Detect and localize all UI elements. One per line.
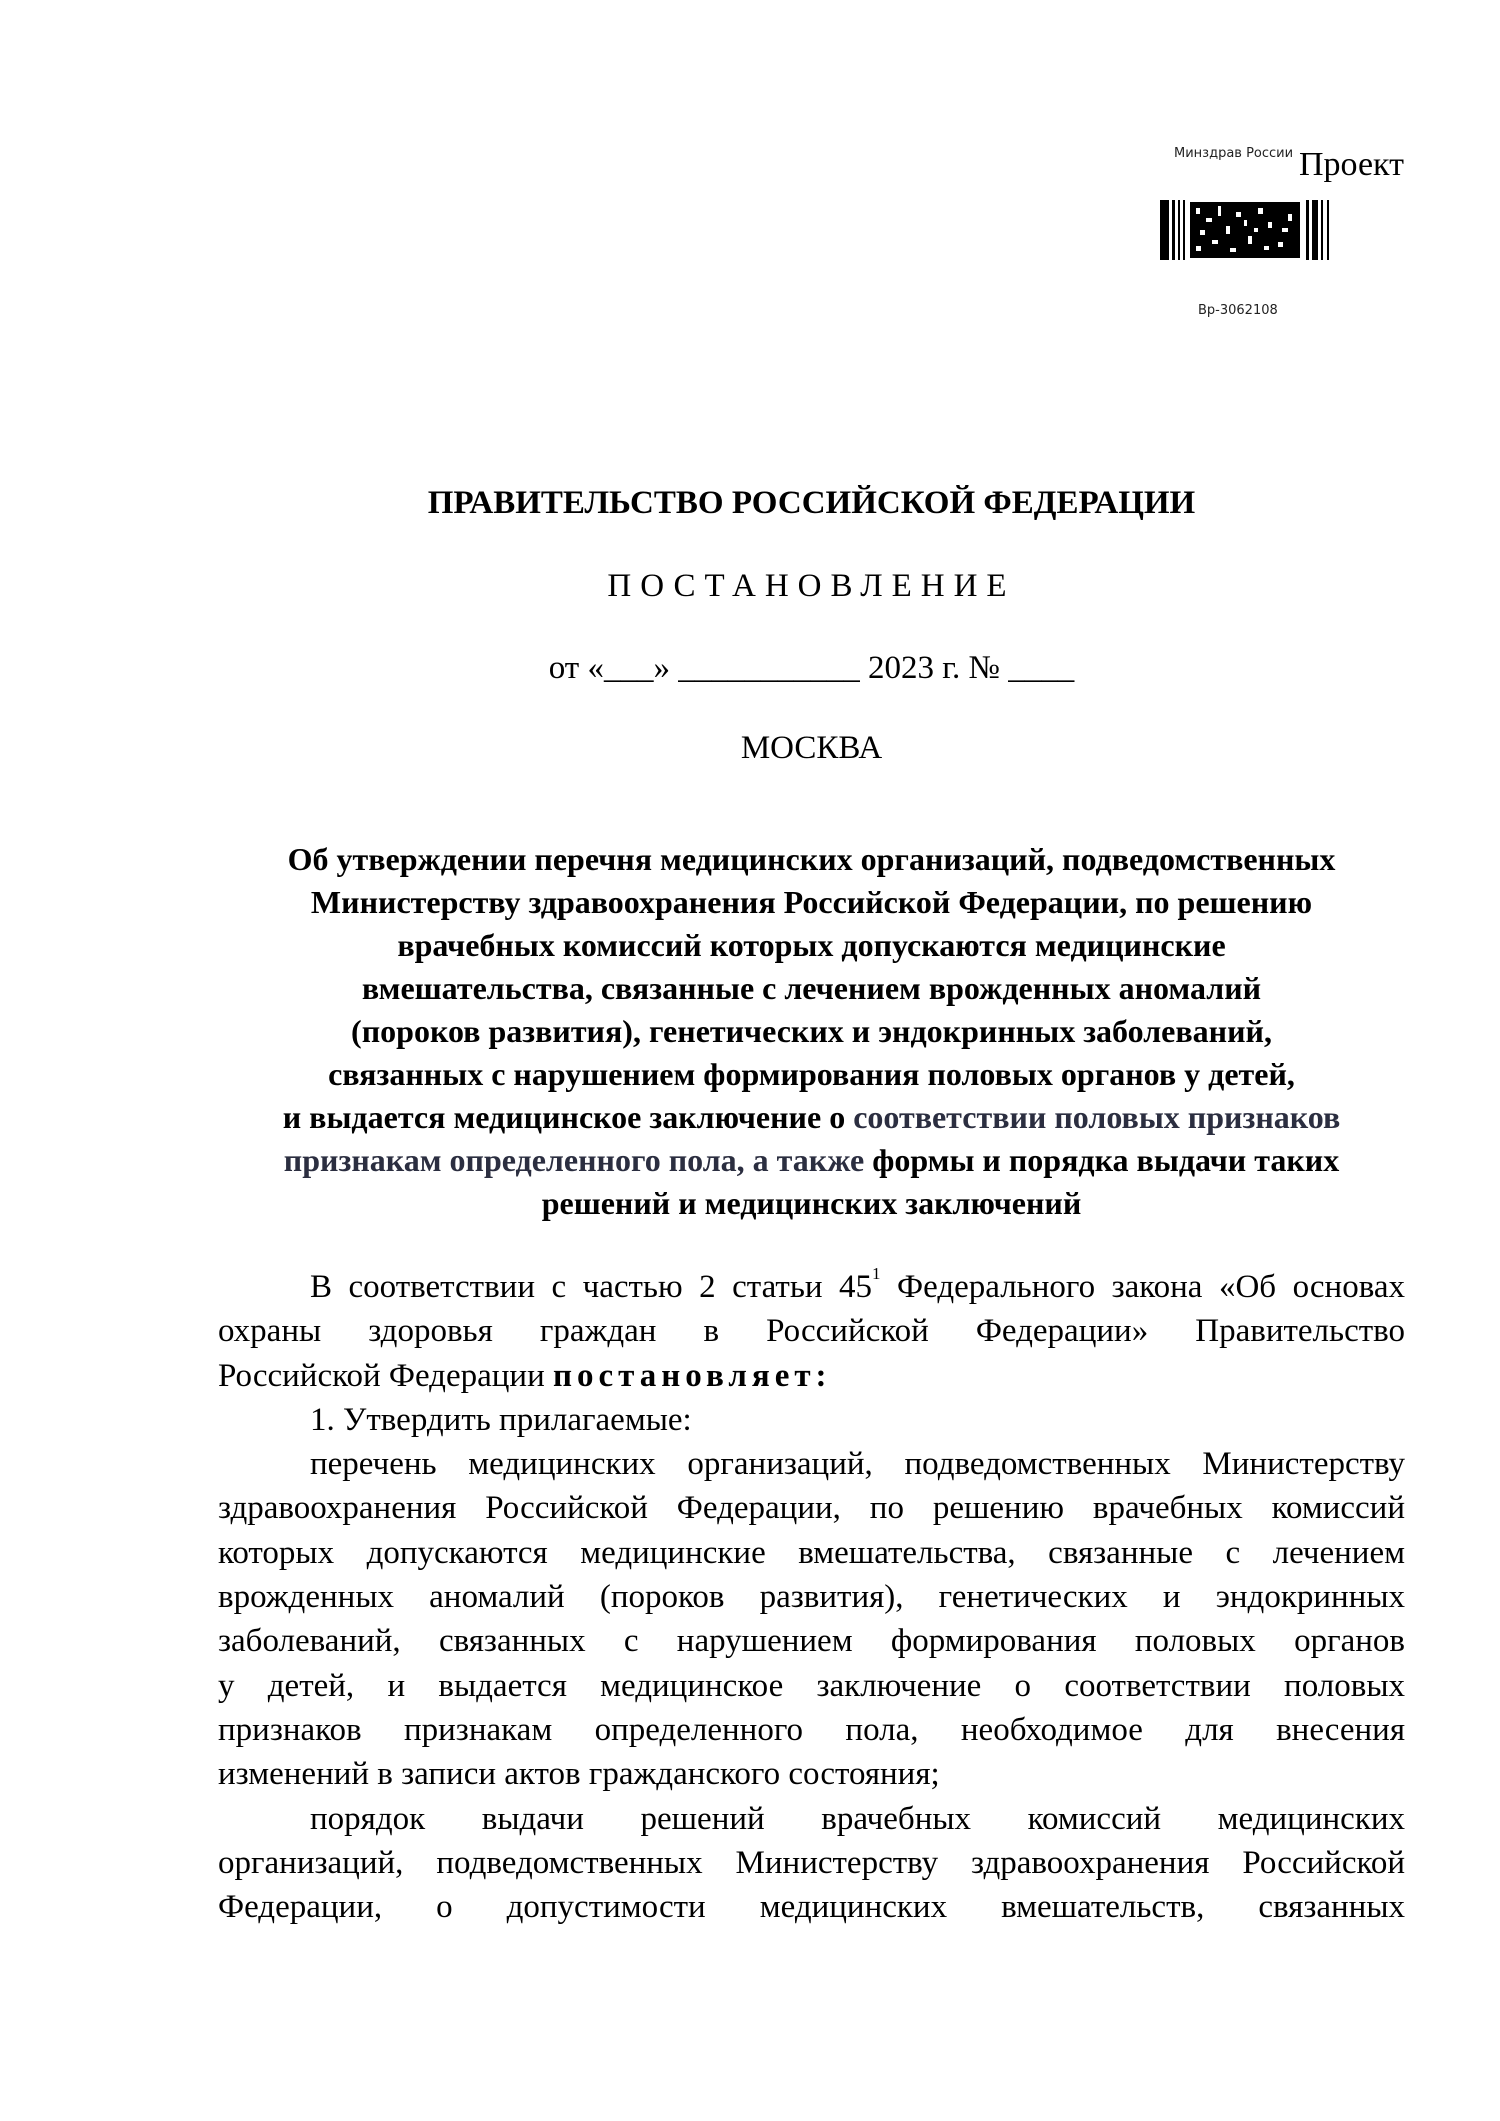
document-type: ПОСТАНОВЛЕНИЕ xyxy=(607,568,1016,604)
heading-line: Об утверждении перечня медицинских организаций, подведомственных xyxy=(287,841,1336,877)
heading-highlighted-text: признакам определенного пола, а также xyxy=(283,1142,873,1178)
heading-line: вмешательства, связанные с лечением врожденных аномалий xyxy=(361,970,1262,1006)
body-line: 1. Утвердить прилагаемые: xyxy=(310,1401,692,1438)
heading-line: решений и медицинских заключений xyxy=(541,1185,1082,1221)
body-line: организаций, подведомственных Министерству здравоохранения Российской xyxy=(218,1844,1405,1881)
draft-label: Проект xyxy=(1299,146,1404,183)
body-text: В соответствии с частью 2 статьи 45 xyxy=(310,1269,873,1305)
body-line: врожденных аномалий (пороков развития), генетических и эндокринных xyxy=(218,1579,1405,1616)
body-line: Федерации, о допустимости медицинских вмешательств, связанных xyxy=(218,1889,1405,1926)
heading-line xyxy=(218,1139,1405,1182)
body-line: охраны здоровья граждан в Российской Федерации» Правительство xyxy=(218,1313,1405,1350)
document-body xyxy=(218,1265,1405,1929)
stamp-organization: Минздрав России xyxy=(1174,146,1294,161)
body-line: перечень медицинских организаций, подведомственных Министерству xyxy=(310,1446,1405,1483)
body-line: порядок выдачи решений врачебных комиссий медицинских xyxy=(310,1800,1405,1837)
body-text: Российской Федерации xyxy=(218,1357,553,1394)
body-line: признаков признакам определенного пола, необходимое для внесения xyxy=(218,1711,1405,1748)
document-heading xyxy=(218,838,1405,1225)
body-line xyxy=(218,1354,1405,1398)
heading-line: связанных с нарушением формирования половых органов у детей, xyxy=(328,1056,1295,1092)
body-line: изменений в записи актов гражданского состояния; xyxy=(218,1756,940,1793)
resolution-keyword: постановляет: xyxy=(552,1357,832,1394)
body-line: у детей, и выдается медицинское заключение о соответствии половых xyxy=(218,1667,1405,1704)
heading-line: (пороков развития), генетических и эндокринных заболеваний, xyxy=(351,1013,1272,1049)
heading-text: формы и порядка выдачи таких xyxy=(872,1142,1340,1178)
barcode-icon xyxy=(1160,200,1360,260)
city: МОСКВА xyxy=(740,730,883,766)
heading-text: и выдается медицинское заключение о xyxy=(282,1099,854,1135)
heading-line: врачебных комиссий которых допускаются медицинские xyxy=(397,927,1226,963)
heading-line: Министерству здравоохранения Российской Федерации, по решению xyxy=(310,884,1313,920)
body-line: здравоохранения Российской Федерации, по решению врачебных комиссий xyxy=(218,1490,1405,1527)
date-line: от «___» ___________ 2023 г. № ____ xyxy=(548,650,1075,686)
stamp-number: Вр-3062108 xyxy=(1198,303,1278,318)
heading-highlighted-text: соответствии половых признаков xyxy=(853,1099,1341,1135)
document-issuer: ПРАВИТЕЛЬСТВО РОССИЙСКОЙ ФЕДЕРАЦИИ xyxy=(427,485,1196,521)
heading-line xyxy=(218,1096,1405,1139)
footnote-superscript: 1 xyxy=(872,1264,881,1283)
body-text: Федерального закона «Об основах xyxy=(880,1269,1405,1305)
body-line xyxy=(218,1265,1405,1309)
body-line: которых допускаются медицинские вмешательства, связанные с лечением xyxy=(218,1534,1405,1571)
body-line: заболеваний, связанных с нарушением формирования половых органов xyxy=(218,1623,1405,1660)
